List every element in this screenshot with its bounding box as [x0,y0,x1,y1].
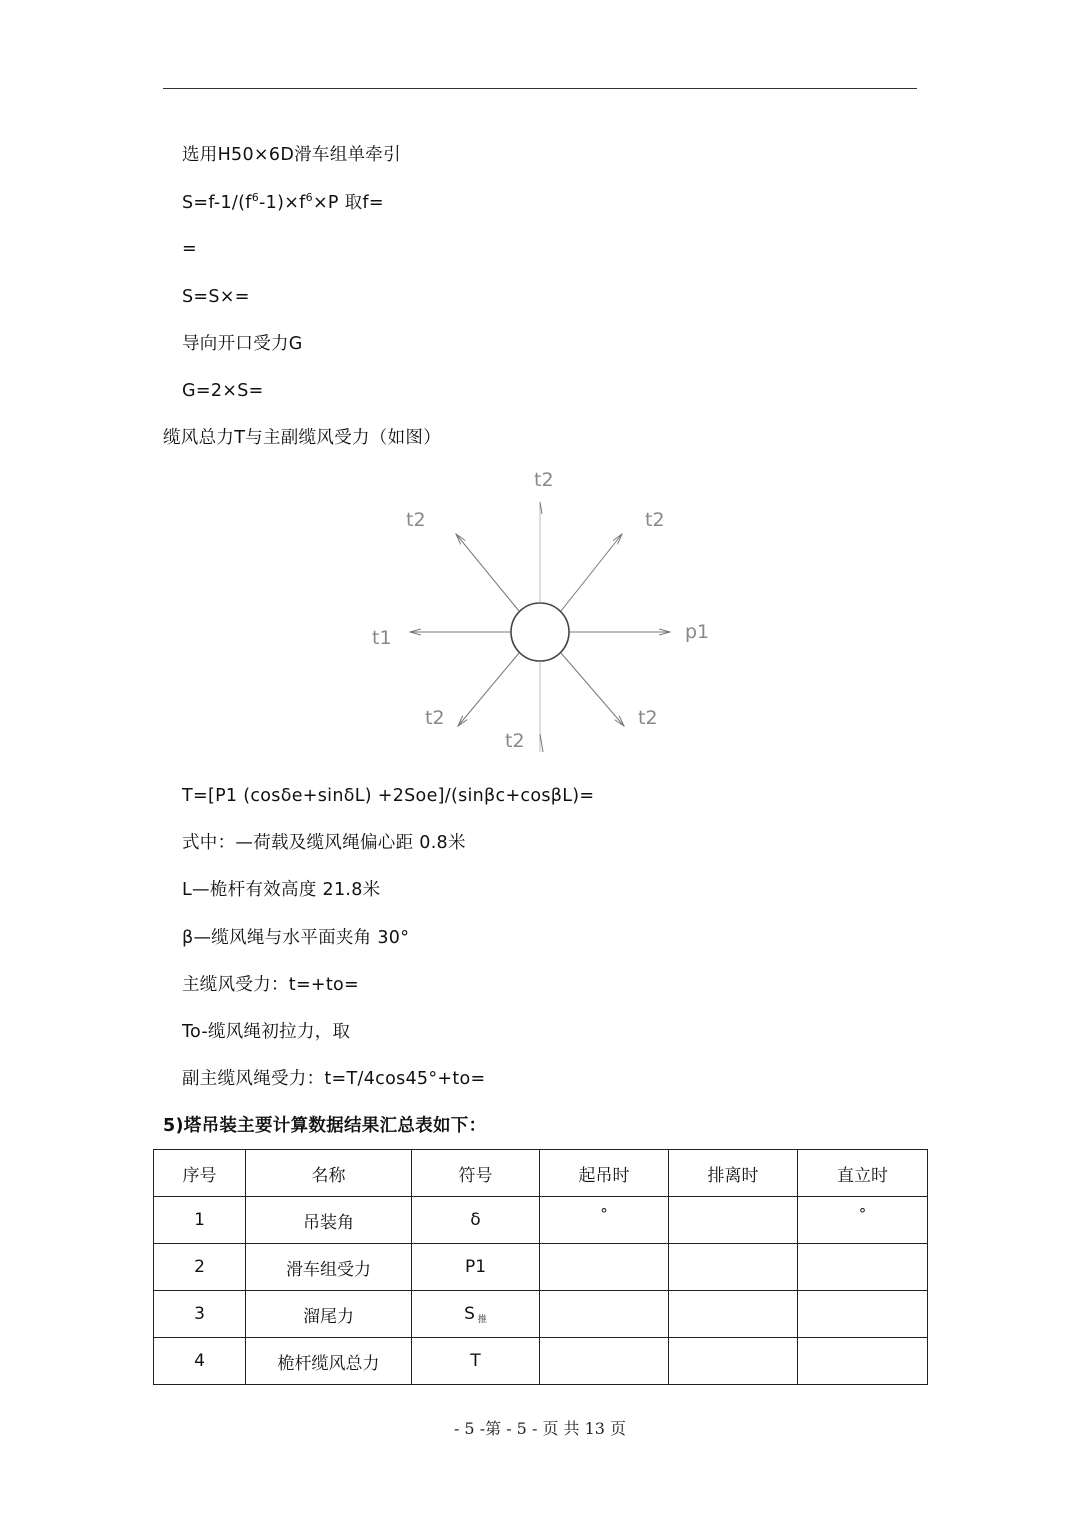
cell-name: 吊装角 [246,1197,412,1244]
rope-upper-left [456,534,519,611]
cell-upright [798,1338,928,1385]
formula-s-times: S=S×= [182,287,250,307]
label-upper-left: t2 [406,509,426,531]
header-no: 序号 [154,1150,246,1197]
guy-rope-force-diagram [360,462,720,772]
header-name: 名称 [246,1150,412,1197]
label-bottom: t2 [505,730,525,752]
formula-s: $S=f-1/(f^6-1)\times f^6\times P$ 取f= [182,191,384,213]
rope-lower-right [561,653,624,726]
table-row [154,1244,928,1291]
text-initial-tension: To-缆风绳初拉力，取 [182,1022,351,1042]
cell-symbol: P1 [412,1244,540,1291]
label-left: t1 [372,627,392,649]
cell-leave [669,1244,798,1291]
cell-leave [669,1291,798,1338]
label-upper-right: t2 [645,509,665,531]
label-lower-right: t2 [638,707,658,729]
text-guide-force: 导向开口受力G [182,334,303,354]
header-leave: 排离时 [669,1150,798,1197]
table-row [154,1197,928,1244]
label-right: p1 [685,621,710,643]
rope-upper-right [561,534,622,611]
text-eccentric-distance: 式中：—荷载及缆风绳偏心距 0.8米 [182,833,466,853]
cell-no: 1 [154,1197,246,1244]
table-row [154,1338,928,1385]
header-rule [163,88,917,89]
cell-symbol: T [412,1338,540,1385]
label-lower-left: t2 [425,707,445,729]
table-header-row [154,1150,928,1197]
summary-table [153,1149,928,1385]
header-upright: 直立时 [798,1150,928,1197]
label-top: t2 [534,469,554,491]
bottom-tick [540,734,543,752]
text-beta-angle: β—缆风绳与水平面夹角 30° [182,928,410,948]
cell-no: 2 [154,1244,246,1291]
cell-name: 溜尾力 [246,1291,412,1338]
cell-upright: ° [798,1197,928,1244]
cell-name: 桅杆缆风总力 [246,1338,412,1385]
cell-lift [540,1244,669,1291]
rope-lower-left [458,653,519,726]
header-symbol: 符号 [412,1150,540,1197]
text-guy-force-heading: 缆风总力T与主副缆风受力（如图） [163,428,441,448]
page-footer: - 5 -第 - 5 - 页 共 13 页 [453,1419,627,1438]
cell-lift [540,1338,669,1385]
formula-g: G=2×S= [182,381,264,401]
cell-name: 滑车组受力 [246,1244,412,1291]
text-pulley-selection: 选用H50×6D滑车组单牵引 [182,145,401,165]
formula-t: T=[P1 (cosδe+sinδL) +2Soe]/(sinβc+cosβL)= [182,786,595,806]
table-row [154,1291,928,1338]
cell-symbol: δ [412,1197,540,1244]
cell-symbol: S $_推$ [412,1291,540,1338]
cell-no: 4 [154,1338,246,1385]
table-heading: 5)塔吊装主要计算数据结果汇总表如下： [163,1116,487,1136]
formula-equals: = [182,239,197,259]
cell-leave [669,1197,798,1244]
mast-circle [511,603,569,661]
cell-lift [540,1291,669,1338]
cell-leave [669,1338,798,1385]
cell-no: 3 [154,1291,246,1338]
cell-lift: ° [540,1197,669,1244]
header-lift: 起吊时 [540,1150,669,1197]
cell-upright [798,1291,928,1338]
text-mast-height: L—桅杆有效高度 21.8米 [182,880,381,900]
text-secondary-guy-force: 副主缆风绳受力：t=T/4cos45°+to= [182,1069,486,1089]
text-main-guy-force: 主缆风受力：t=+to= [182,975,360,995]
cell-upright [798,1244,928,1291]
